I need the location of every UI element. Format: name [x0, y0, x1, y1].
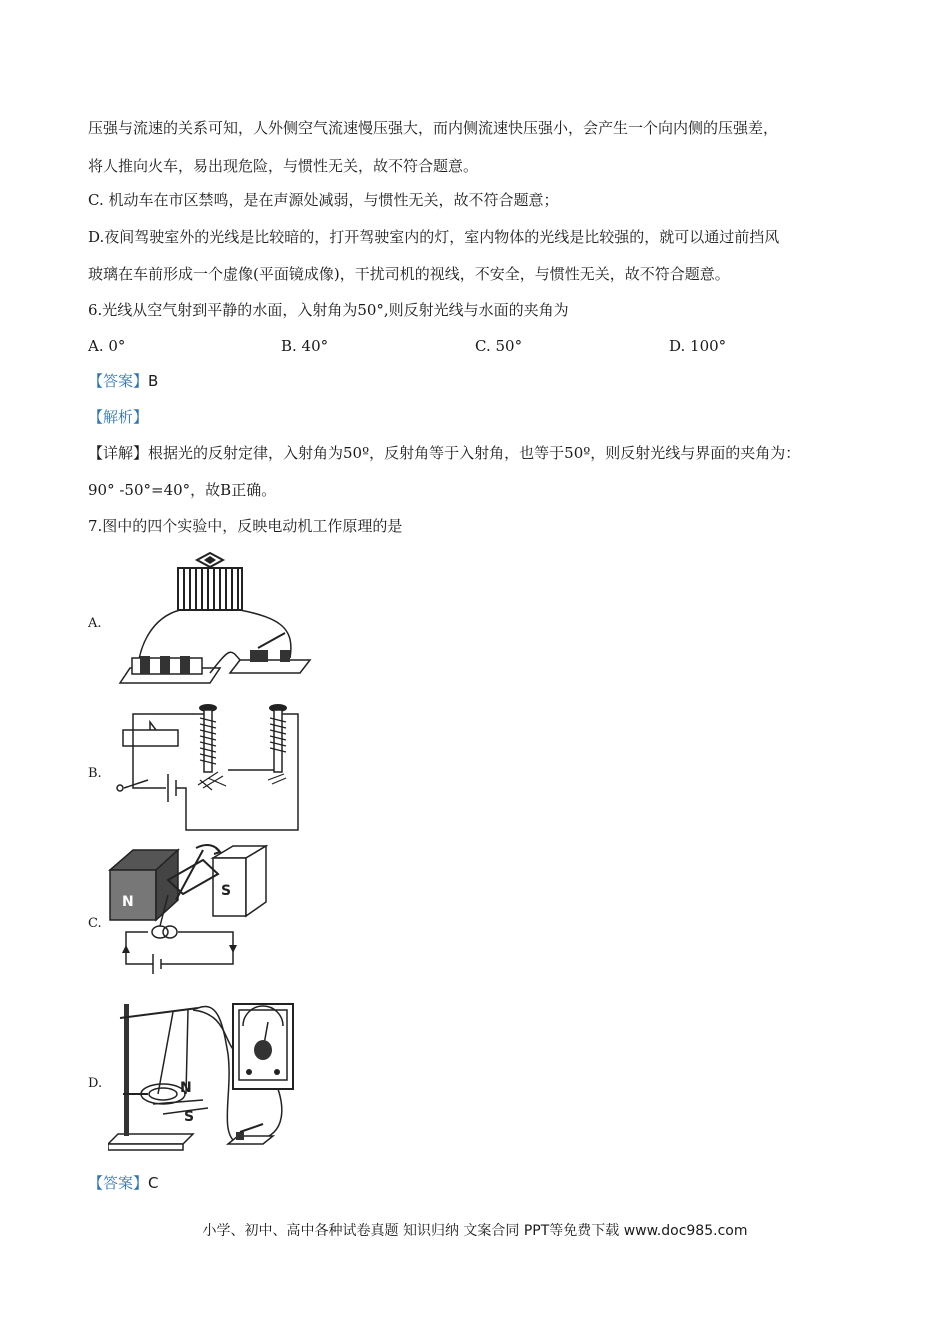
figure-d-galvanometer-induction	[108, 994, 308, 1156]
answer-tag: 【答案】	[88, 372, 149, 390]
detail-6	[88, 443, 800, 463]
option-d: D. 100°	[669, 337, 727, 355]
figure-label-c: C.	[88, 916, 102, 931]
detail-tag: 【详解】	[88, 444, 149, 462]
answer-value: B	[148, 372, 159, 390]
detail-6-line2: 90° -50°=40°，故B正确。	[88, 481, 277, 499]
magnet-s-pole-label: S	[221, 883, 232, 899]
option-a: A. 0°	[88, 337, 126, 355]
question-7: 7.图中的四个实验中，反映电动机工作原理的是	[88, 517, 403, 535]
analysis-6	[88, 407, 148, 427]
magnet-s-pole-label: S	[184, 1109, 195, 1125]
figure-a-electromagnet-circuit	[110, 548, 320, 694]
figure-b-electromagnets-circuit	[108, 700, 303, 834]
option-b: B. 40°	[281, 337, 329, 355]
paragraph-line: C. 机动车在市区禁鸣，是在声源处减弱，与惯性无关，故不符合题意；	[88, 191, 559, 209]
analysis-tag: 【解析】	[88, 408, 149, 426]
answer-tag: 【答案】	[88, 1174, 149, 1192]
paragraph-line: 玻璃在车前形成一个虚像(平面镜成像)，干扰司机的视线，不安全，与惯性无关，故不符合题意。	[88, 265, 730, 283]
figure-c-motor-coil-in-magnet	[108, 840, 268, 988]
figure-label-a: A.	[88, 616, 102, 631]
paragraph-line: 压强与流速的关系可知，人外侧空气流速慢压强大，而内侧流速快压强小，会产生一个向内侧的压强差，	[88, 119, 779, 137]
paragraph-line: D.夜间驾驶室外的光线是比较暗的，打开驾驶室内的灯，室内物体的光线是比较强的，就可以通过前挡风	[88, 228, 780, 246]
option-c: C. 50°	[475, 337, 523, 355]
answer-7	[88, 1173, 159, 1193]
magnet-n-pole-label: N	[122, 894, 134, 910]
detail-text: 根据光的反射定律，入射角为50º，反射角等于入射角，也等于50º，则反射光线与界面的夹角为：	[148, 444, 801, 462]
paragraph-line: 将人推向火车，易出现危险，与惯性无关，故不符合题意。	[88, 157, 479, 175]
answer-value: C	[148, 1174, 159, 1192]
page-footer: 小学、初中、高中各种试卷真题 知识归纳 文案合同 PPT等免费下载 www.doc985.com	[202, 1223, 748, 1239]
question-6: 6.光线从空气射到平静的水面，入射角为50°,则反射光线与水面的夹角为	[88, 301, 569, 319]
figure-label-d: D.	[88, 1076, 103, 1091]
answer-6	[88, 371, 158, 391]
magnet-n-pole-label: N	[180, 1080, 192, 1096]
figure-label-b: B.	[88, 766, 102, 781]
